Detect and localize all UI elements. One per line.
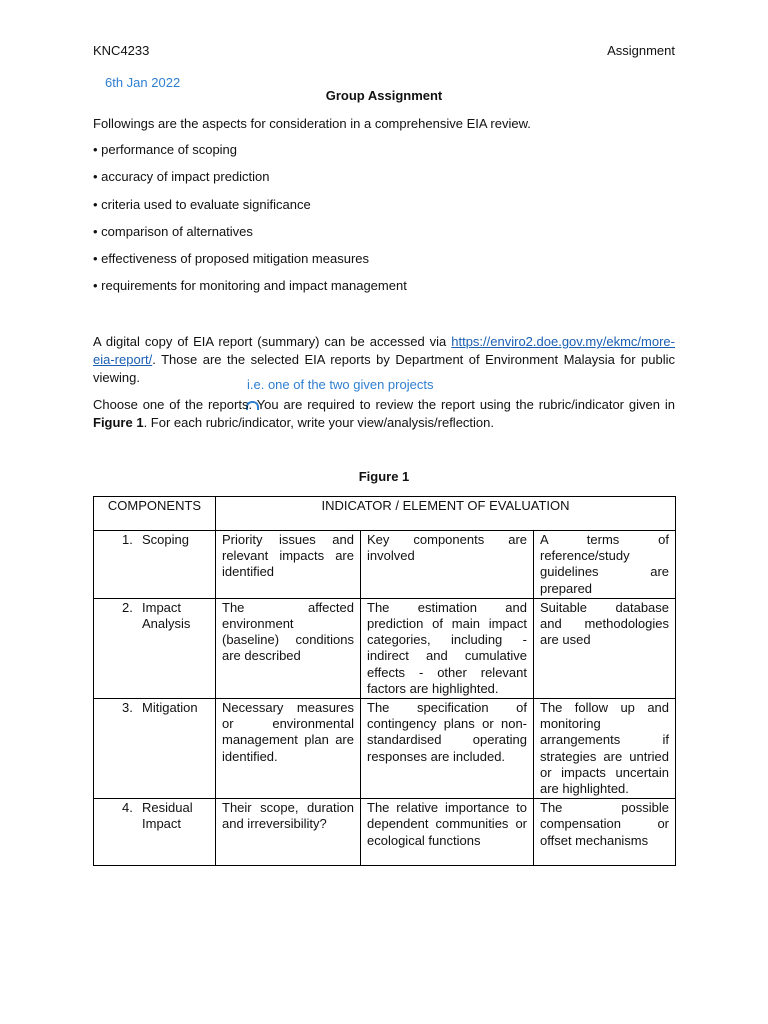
table-row — [94, 531, 676, 599]
list-item: • criteria used to evaluate significance — [93, 196, 311, 212]
rubric-table — [93, 496, 676, 866]
aspect-list — [93, 142, 407, 306]
figure-reference: Figure 1 — [93, 415, 144, 430]
component-number: 3. — [122, 700, 133, 716]
table-row — [94, 799, 676, 866]
list-item: • requirements for monitoring and impact management — [93, 278, 407, 294]
intro-text: Followings are the aspects for consideration in a comprehensive EIA review. — [93, 116, 531, 131]
table-header-row — [94, 497, 676, 531]
table-row — [94, 598, 676, 698]
component-number: 1. — [122, 532, 133, 547]
indicator-cell: The possible compensation or offset mechanisms — [534, 799, 676, 866]
component-cell — [94, 699, 216, 799]
figure-caption: Figure 1 — [358, 469, 410, 484]
indicator-cell: Priority issues and relevant impacts are identified — [216, 531, 361, 599]
list-item: • effectiveness of proposed mitigation measures — [93, 251, 370, 267]
indicator-cell: The specification of contingency plans or non-standardised operating responses are included. — [361, 699, 534, 799]
document-type: Assignment — [607, 43, 675, 58]
course-code: KNC4233 — [93, 43, 150, 58]
indicator-header: INDICATOR / ELEMENT OF EVALUATION — [216, 497, 676, 531]
instruction-paragraph — [93, 396, 675, 432]
component-cell — [94, 799, 216, 866]
access-text-end: . Those are the selected EIA reports by Department of Environment Malaysia for public viewing. — [93, 352, 675, 385]
indicator-cell: Necessary measures or environmental management plan are identified. — [216, 699, 361, 799]
indicator-cell: The affected environment (baseline) conditions are described — [216, 598, 361, 698]
component-name: Residual Impact — [142, 800, 193, 832]
list-item: • accuracy of impact prediction — [93, 169, 270, 185]
component-cell — [94, 531, 216, 599]
component-cell — [94, 598, 216, 698]
indicator-cell: Their scope, duration and irreversibility? — [216, 799, 361, 866]
component-number: 4. — [122, 800, 133, 816]
instruction-text-start: Choose one of the reports. You are required to review the report using the rubric/indicator given in — [93, 397, 675, 412]
component-name: Impact Analysis — [142, 599, 191, 632]
indicator-cell: The estimation and prediction of main impact categories, including - indirect and cumulative effects - other relevant factors are highlighted. — [361, 598, 534, 698]
page-title: Group Assignment — [325, 88, 443, 103]
indicator-cell: The follow up and monitoring arrangements if strategies are untried or impacts uncertain are highlighted. — [534, 699, 676, 799]
indicator-cell: The relative importance to dependent communities or ecological functions — [361, 799, 534, 866]
indicator-cell: Key components are involved — [361, 531, 534, 599]
component-name: Mitigation — [142, 700, 198, 716]
component-number: 2. — [122, 599, 133, 615]
components-header: COMPONENTS — [94, 497, 216, 531]
component-name: Scoping — [142, 532, 189, 547]
handwritten-date-note: 6th Jan 2022 — [105, 75, 181, 90]
access-text-start: A digital copy of EIA report (summary) can be accessed via — [93, 334, 452, 349]
list-item: • comparison of alternatives — [93, 223, 253, 239]
list-item: • performance of scoping — [93, 142, 238, 157]
indicator-cell: Suitable database and methodologies are used — [534, 598, 676, 698]
table-row — [94, 699, 676, 799]
eia-report-link[interactable]: https://enviro2.doe.gov.my/ekmc/more-eia-report/ — [93, 334, 675, 367]
handwritten-project-note: i.e. one of the two given projects — [247, 377, 434, 392]
indicator-cell: A terms of reference/study guidelines are prepared — [534, 531, 676, 599]
instruction-text-end: . For each rubric/indicator, write your view/analysis/reflection. — [143, 415, 494, 430]
